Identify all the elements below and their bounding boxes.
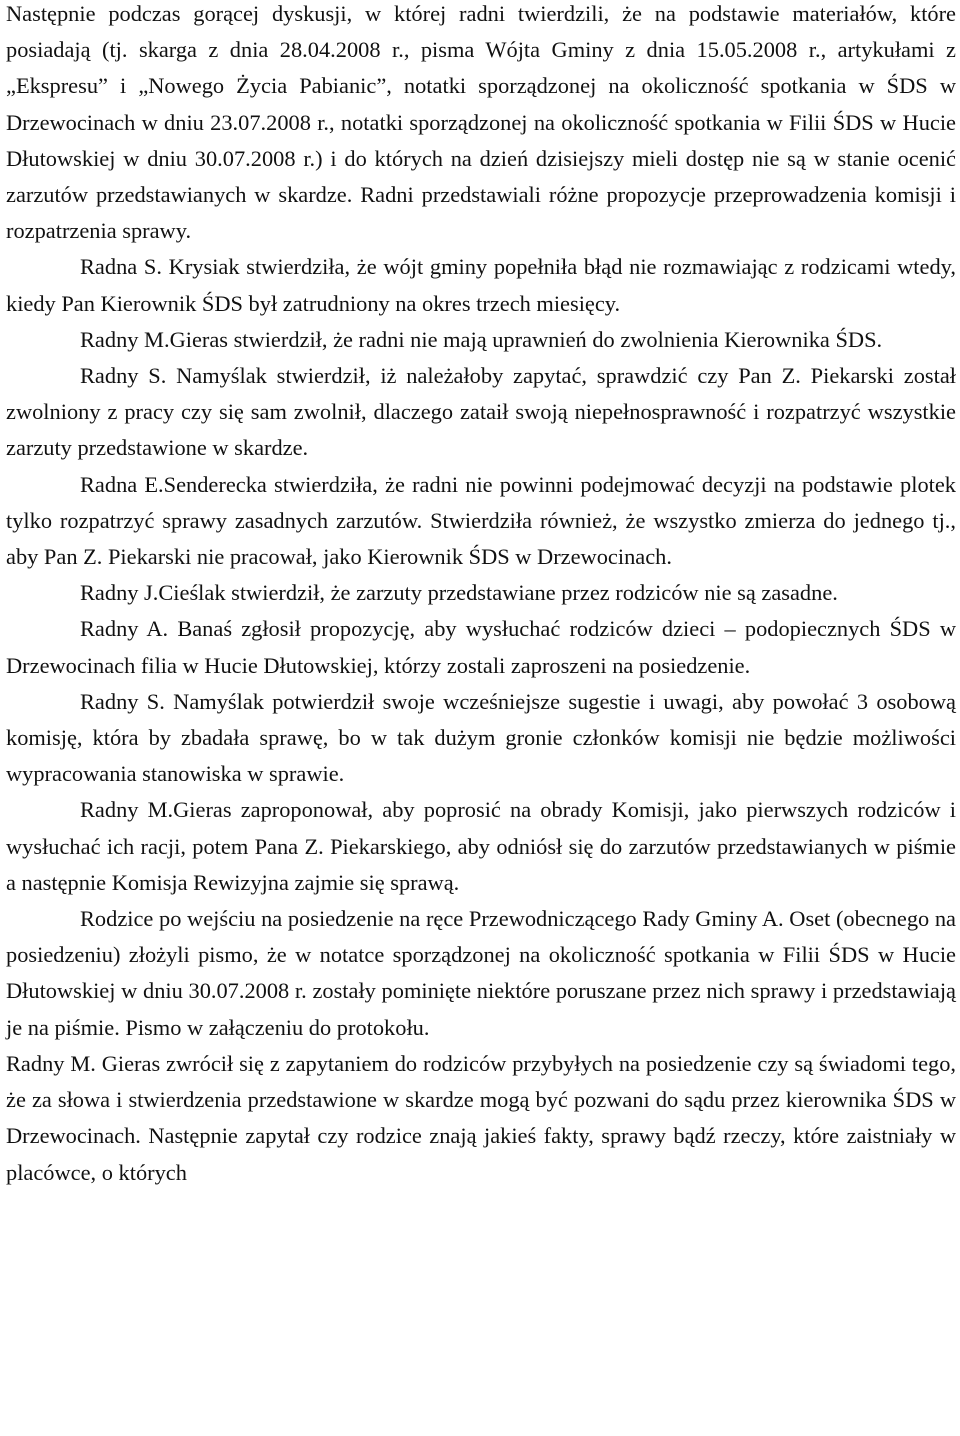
paragraph-gieras-2: Radny M.Gieras zaproponował, aby poprosić na obrady Komisji, jako pierwszych rodziców i wysłuchać ich racji, potem Pana Z. Piekarskiego, aby odniósł się do zarzutów przedstawianych w piśmie a następnie Komisja Rewizyjna zajmie się sprawą. [6,797,956,895]
paragraph-banas: Radny A. Banaś zgłosił propozycję, aby wysłuchać rodziców dzieci – podopiecznych ŚDS w Drzewocinach filia w Hucie Dłutowskiej, którzy zostali zaproszeni na posiedzenie. [6,616,956,678]
paragraph-krysiak: Radna S. Krysiak stwierdziła, że wójt gminy popełniła błąd nie rozmawiając z rodzicami wtedy, kiedy Pan Kierownik ŚDS był zatrudniony na okres trzech miesięcy. [6,254,956,316]
paragraph-rodzice: Rodzice po wejściu na posiedzenie na ręce Przewodniczącego Rady Gminy A. Oset (obecnego na posiedzeniu) złożyli pismo, że w notatce sporządzonej na okoliczność spotkania w Filii ŚDS w Hucie Dłutowskiej w dniu 30.07.2008 r. zostały pominięte niektóre poruszane przez nich sprawy i przedstawiają je na piśmie. Pismo w załączeniu do protokołu. [6,906,956,1040]
document-page [6,0,956,1191]
paragraph-cieslak: Radny J.Cieślak stwierdził, że zarzuty przedstawiane przez rodziców nie są zasadne. [80,580,838,606]
paragraph-senderecka: Radna E.Senderecka stwierdziła, że radni nie powinni podejmować decyzji na podstawie plotek tylko rozpatrzyć sprawy zasadnych zarzutów. Stwierdziła również, że wszystko zmierza do jednego tj., aby Pan Z. Piekarski nie pracował, jako Kierownik ŚDS w Drzewocinach. [6,471,956,570]
paragraph-gieras-1: Radny M.Gieras stwierdził, że radni nie mają uprawnień do zwolnienia Kierownika ŚDS. [80,326,883,352]
paragraph-namyslak-1: Radny S. Namyślak stwierdził, iż należałoby zapytać, sprawdzić czy Pan Z. Piekarski został zwolniony z pracy czy się sam zwolnił, dlaczego zataił swoją niepełnosprawność i rozpatrzyć wszystkie zarzuty przedstawione w skardze. [6,363,956,461]
paragraph-namyslak-2: Radny S. Namyślak potwierdził swoje wcześniejsze sugestie i uwagi, aby powołać 3 osobową komisję, która by zbadała sprawę, bo w tak dużym gronie członków komisji nie będzie możliwości wypracowania stanowiska w sprawie. [6,688,956,787]
paragraph-gieras-3: Radny M. Gieras zwrócił się z zapytaniem do rodziców przybyłych na posiedzenie czy są świadomi tego, że za słowa i stwierdzenia przedstawione w skardze mogą być pozwani do sądu przez kierownika ŚDS w Drzewocinach. Następnie zapytał czy rodzice znają jakieś fakty, sprawy bądź rzeczy, które zaistniały w placówce, o których [6,1050,956,1185]
paragraph-discussion: Następnie podczas gorącej dyskusji, w której radni twierdzili, że na podstawie materiałów, które posiadają (tj. skarga z dnia 28.04.2008 r., pisma Wójta Gminy z dnia 15.05.2008 r., artykułami z „Ekspresu” i „Nowego Życia Pabianic”, notatki sporządzonej na okoliczność spotkania w ŚDS w Drzewocinach w dniu 23.07.2008 r., notatki sporządzonej na okoliczność spotkania w Filii ŚDS w Hucie Dłutowskiej w dniu 30.07.2008 r.) i do których na dzień dzisiejszy mieli dostęp nie są w stanie ocenić zarzutów przedstawianych w skardze. Radni przedstawiali różne propozycje przeprowadzenia komisji i rozpatrzenia sprawy. [6,1,956,244]
